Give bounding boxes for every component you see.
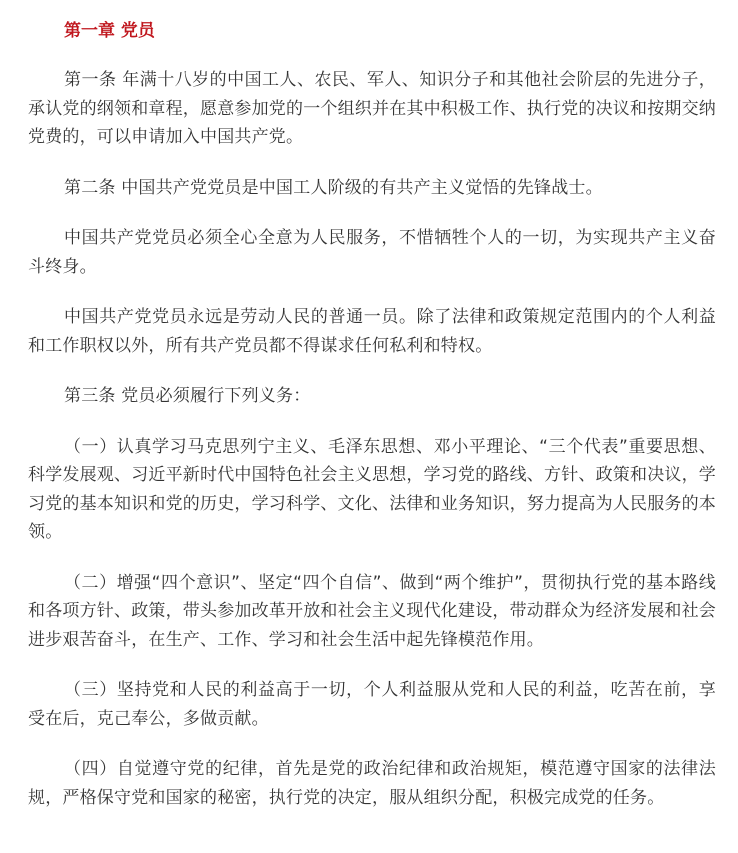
chapter-title: 第一章 党员 — [64, 21, 155, 41]
paragraph-serve-people: 中国共产党党员必须全心全意为人民服务，不惜牺牲个人的一切，为实现共产主义奋斗终身。 — [28, 228, 716, 277]
paragraph-ordinary-member: 中国共产党党员永远是劳动人民的普通一员。除了法律和政策规定范围内的个人利益和工作职权以外，所有共产党员都不得谋求任何私利和特权。 — [28, 307, 716, 356]
duty-4-paragraph: （四）自觉遵守党的纪律，首先是党的政治纪律和政治规矩，模范遵守国家的法律法规，严格保守党和国家的秘密，执行党的决定，服从组织分配，积极完成党的任务。 — [28, 759, 716, 808]
duty-1-paragraph: （一）认真学习马克思列宁主义、毛泽东思想、邓小平理论、“三个代表”重要思想、科学发展观、习近平新时代中国特色社会主义思想，学习党的路线、方针、政策和决议，学习党的基本知识和党的历史，学习科学、文化、法律和业务知识，努力提高为人民服务的本领。 — [28, 436, 716, 542]
duty-3-paragraph: （三）坚持党和人民的利益高于一切，个人利益服从党和人民的利益，吃苦在前，享受在后，克己奉公，多做贡献。 — [28, 680, 716, 729]
duty-2-paragraph: （二）增强“四个意识”、坚定“四个自信”、做到“两个维护”，贯彻执行党的基本路线和各项方针、政策，带头参加改革开放和社会主义现代化建设，带动群众为经济发展和社会进步艰苦奋斗，在生产、工作、学习和社会生活中起先锋模范作用。 — [28, 572, 716, 650]
article-2-paragraph: 第二条 中国共产党党员是中国工人阶级的有共产主义觉悟的先锋战士。 — [64, 177, 603, 198]
article-3-paragraph: 第三条 党员必须履行下列义务： — [64, 386, 311, 406]
article-1-paragraph: 第一条 年满十八岁的中国工人、农民、军人、知识分子和其他社会阶层的先进分子，承认党的纲领和章程，愿意参加党的一个组织并在其中积极工作、执行党的决议和按期交纳党费的，可以申请加入中国共产党。 — [28, 70, 716, 147]
